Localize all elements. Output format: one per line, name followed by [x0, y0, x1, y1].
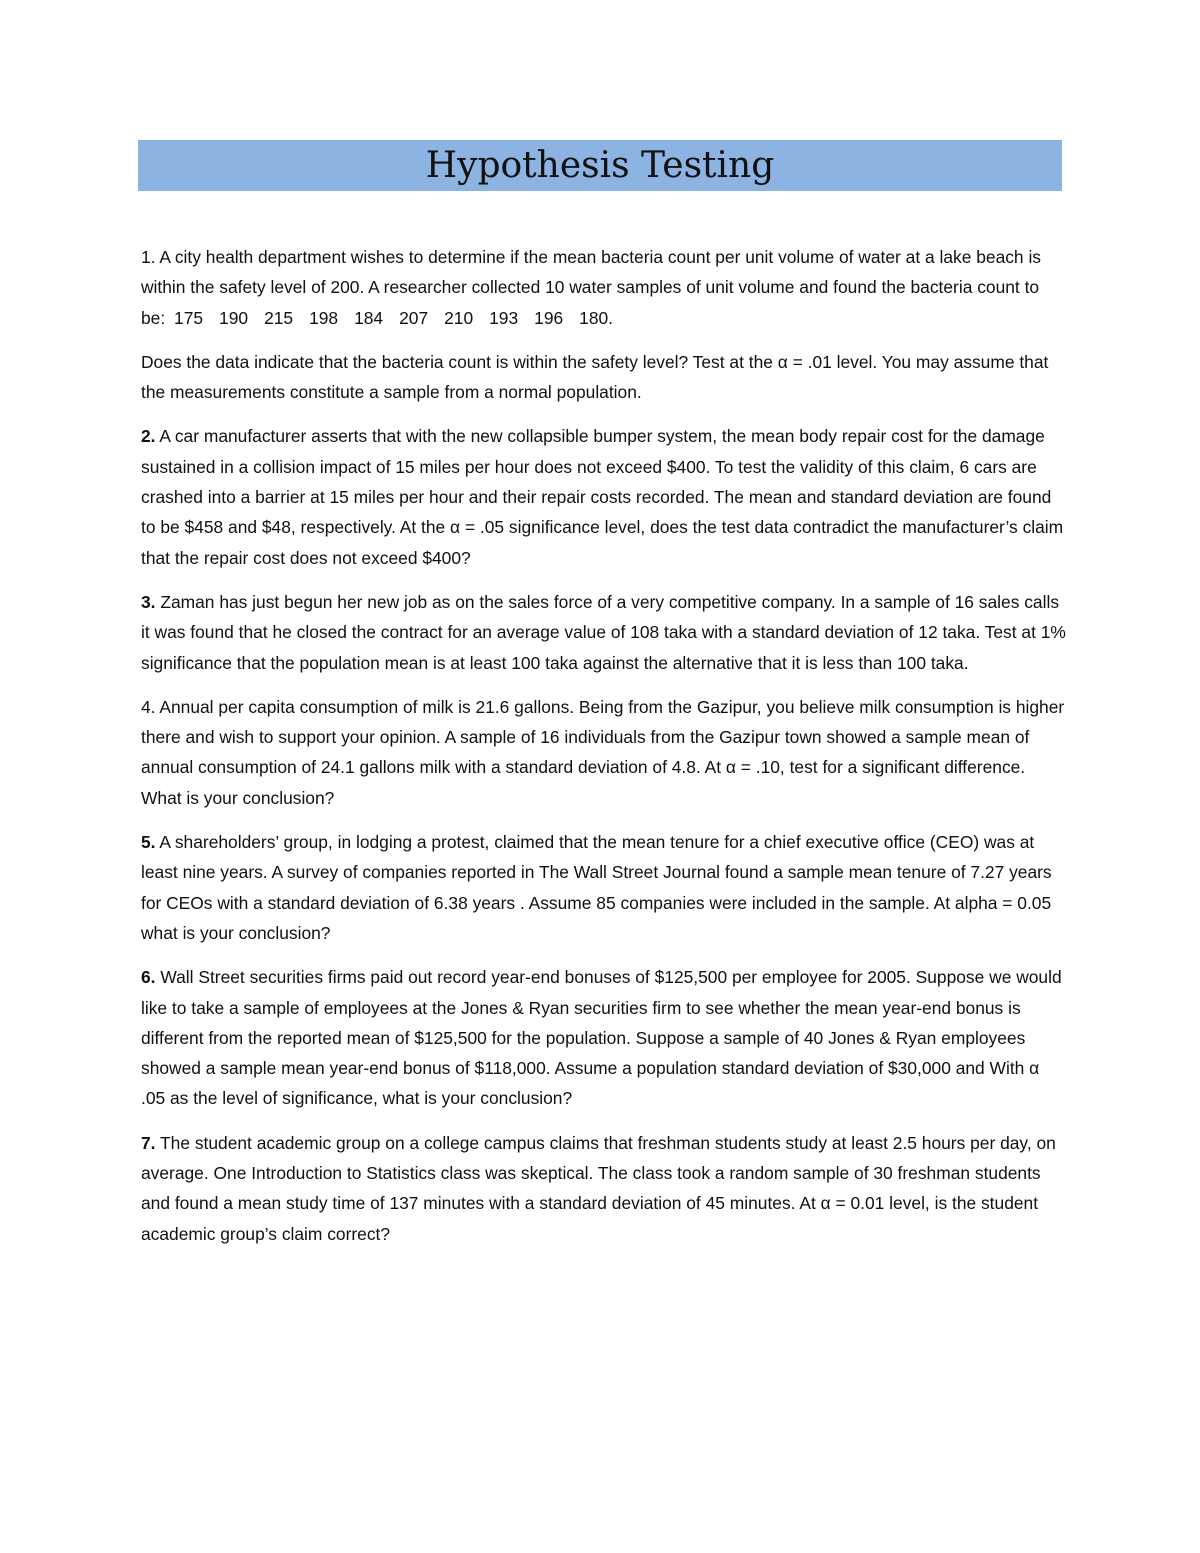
sample-value: 207: [399, 307, 429, 328]
question-number: 4.: [141, 696, 156, 717]
page-title: Hypothesis Testing: [425, 144, 775, 186]
question-text: Wall Street securities firms paid out record year-end bonuses of $125,500 per employee for 2005. Suppose we would like to take a sample of employees at the Jones & Ryan securities firm to see whether the mean year-end bonus is different from the reported mean of $125,500 for the population. Suppose a sample of 40 Jones & Ryan employees showed a sample mean year-end bonus of $118,000. Assume a population standard deviation of $30,000 and With α .05 as the level of significance, what is your conclusion?: [141, 967, 1062, 1109]
title-banner: [138, 140, 1062, 191]
sample-value: 193: [489, 307, 519, 328]
question-number: 5.: [141, 832, 156, 853]
question-6: [141, 962, 1066, 1113]
sample-value: 180.: [579, 307, 614, 328]
sample-value: 184: [354, 307, 384, 328]
question-text: A shareholders’ group, in lodging a protest, claimed that the mean tenure for a chief executive office (CEO) was at least nine years. A survey of companies reported in The Wall Street Journal found a sample mean tenure of 7.27 years for CEOs with a standard deviation of 6.38 years . Assume 85 companies were included in the sample. At alpha = 0.05 what is your conclusion?: [141, 832, 1052, 943]
question-text: The student academic group on a college campus claims that freshman students study at least 2.5 hours per day, on average. One Introduction to Statistics class was skeptical. The class took a random sample of 30 freshman students and found a mean study time of 137 minutes with a standard deviation of 45 minutes. At α = 0.01 level, is the student academic group’s claim correct?: [141, 1132, 1056, 1244]
question-text: Zaman has just begun her new job as on the sales force of a very competitive company. In a sample of 16 sales calls it was found that he closed the contract for an average value of 108 taka with a standard deviation of 12 taka. Test at 1% significance that the population mean is at least 100 taka against the alternative that it is less than 100 taka.: [141, 591, 1066, 673]
question-1-followup: Does the data indicate that the bacteria count is within the safety level? Test at the α = .01 level. You may assume that the measurements constitute a sample from a normal population.: [141, 351, 1049, 403]
question-list: [141, 242, 1066, 1263]
sample-value: 198: [309, 307, 339, 328]
question-text: Annual per capita consumption of milk is 21.6 gallons. Being from the Gazipur, you believe milk consumption is higher there and wish to support your opinion. A sample of 16 individuals from the Gazipur town showed a sample mean of annual consumption of 24.1 gallons milk with a standard deviation of 4.8. At α = .10, test for a significant difference. What is your conclusion?: [141, 696, 1065, 808]
sample-value: 210: [444, 307, 474, 328]
question-2: [141, 421, 1066, 572]
question-1: [141, 242, 1066, 333]
question-7: [141, 1128, 1066, 1249]
question-text: A car manufacturer asserts that with the new collapsible bumper system, the mean body repair cost for the damage sustained in a collision impact of 15 miles per hour does not exceed $400. To test the validity of this claim, 6 cars are crashed into a barrier at 15 miles per hour and their repair costs recorded. The mean and standard deviation are found to be $458 and $48, respectively. At the α = .05 significance level, does the test data contradict the manufacturer’s claim that the repair cost does not exceed $400?: [141, 426, 1064, 568]
question-5: [141, 827, 1066, 948]
question-text: A city health department wishes to determine if the mean bacteria count per unit volume of water at a lake beach is within the safety level of 200. A researcher collected 10 water samples of unit volume and found the bacteria count to be:: [141, 247, 1041, 328]
question-number: 6.: [141, 967, 156, 988]
sample-value: 215: [264, 307, 294, 328]
question-number: 3.: [141, 591, 156, 612]
question-4: [141, 692, 1066, 813]
question-number: 2.: [141, 426, 156, 447]
sample-values: [170, 308, 613, 328]
question-number: 1.: [141, 247, 156, 267]
question-number: 7.: [141, 1132, 156, 1153]
sample-value: 175: [174, 307, 204, 328]
sample-value: 196: [534, 307, 564, 328]
sample-value: 190: [219, 307, 249, 328]
question-3: [141, 587, 1066, 678]
